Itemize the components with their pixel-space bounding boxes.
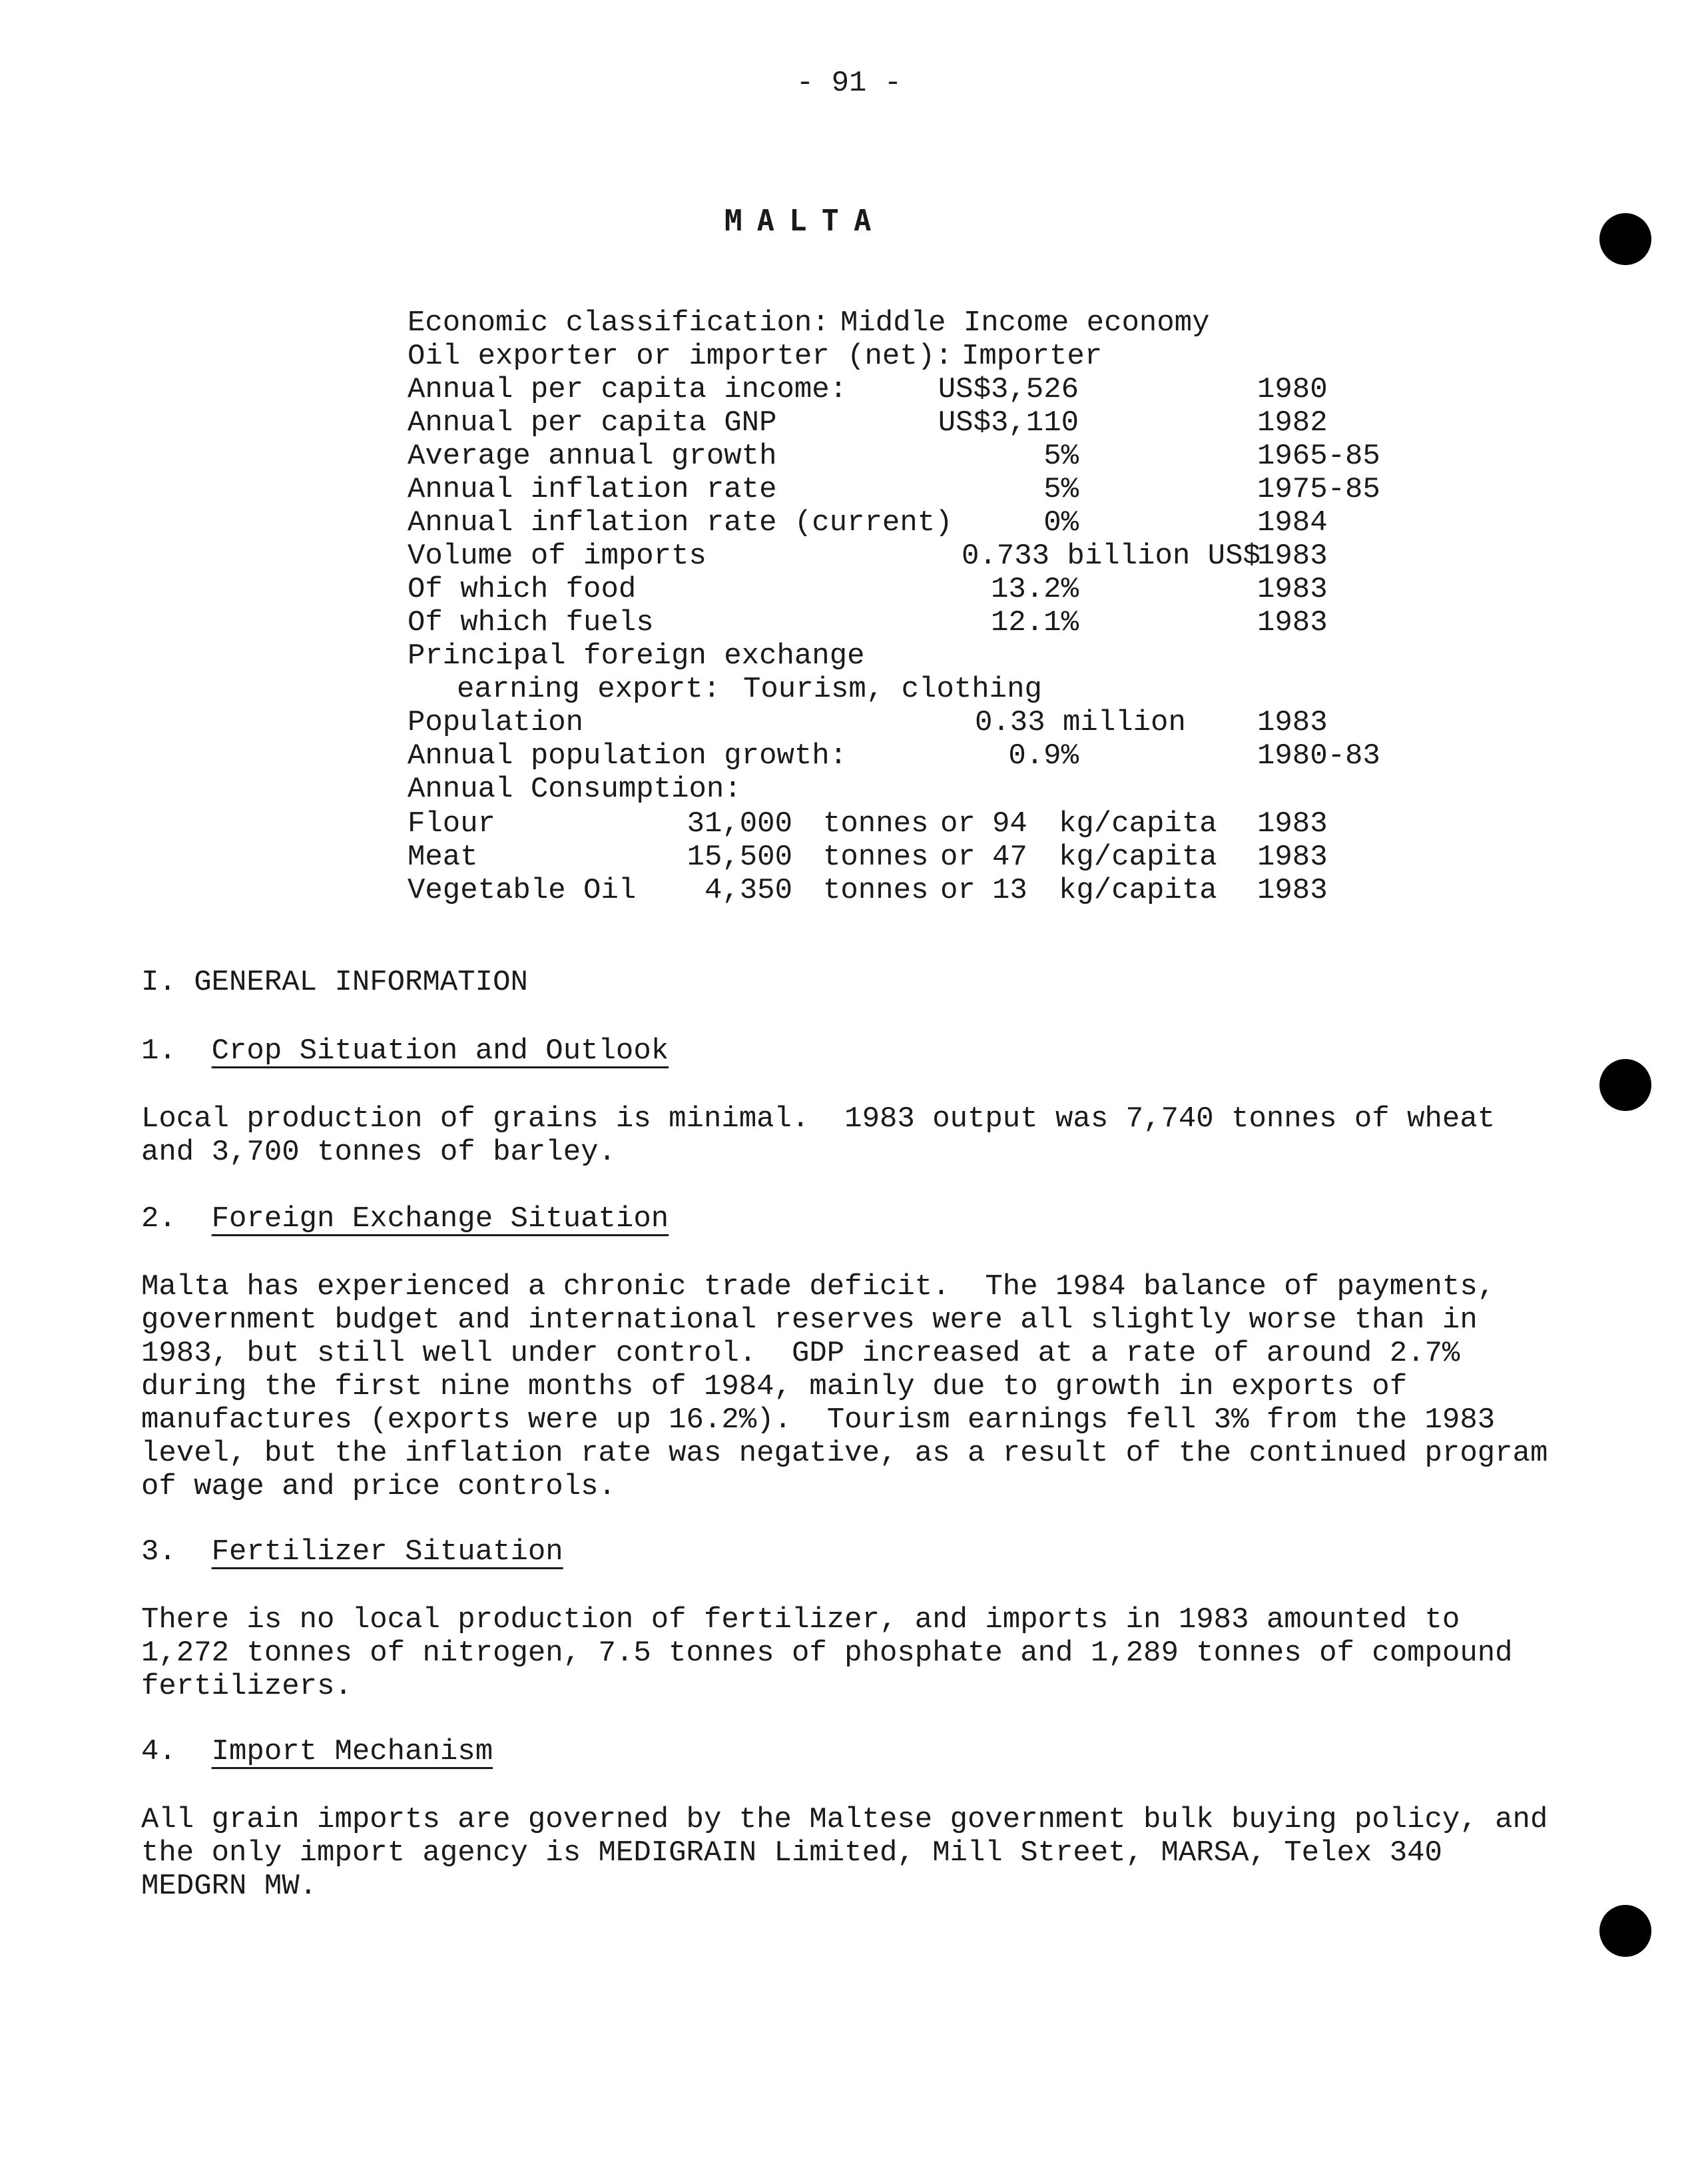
population-label: Population xyxy=(408,706,584,739)
oil-status-value: Importer xyxy=(962,340,1103,373)
fact-row-value: US$3,110 xyxy=(938,406,1079,440)
fact-row-value: 12.1% xyxy=(990,606,1079,639)
principal-export-value: Tourism, clothing xyxy=(743,673,1042,706)
fact-row-year: 1983 xyxy=(1257,540,1328,573)
consumption-or: or xyxy=(940,874,976,907)
page-number: - 91 - xyxy=(796,67,902,100)
consumption-per-capita: 94 xyxy=(992,807,1027,841)
section-number: 1. xyxy=(141,1034,176,1068)
consumption-year: 1983 xyxy=(1257,807,1328,841)
consumption-per-capita: 13 xyxy=(992,874,1027,907)
consumption-item: Flour xyxy=(408,807,496,841)
fact-row-label: Average annual growth xyxy=(408,440,777,473)
fact-row-label: Of which fuels xyxy=(408,606,654,639)
section-number: 3. xyxy=(141,1535,176,1569)
section-4-heading xyxy=(141,1735,493,1768)
oil-status-label: Oil exporter or importer (net): xyxy=(408,340,953,373)
consumption-unit: kg/capita xyxy=(1059,841,1217,874)
population-growth-year: 1980-83 xyxy=(1257,739,1380,773)
section-title: Crop Situation and Outlook xyxy=(211,1034,669,1068)
fact-row-year: 1983 xyxy=(1257,606,1328,639)
consumption-unit: kg/capita xyxy=(1059,874,1217,907)
fact-row-label: Annual inflation rate xyxy=(408,473,777,506)
section-3-text: There is no local production of fertilizer, and imports in 1983 amounted to 1,272 tonnes of nitrogen, 7.5 tonnes of phosphate and 1,289 tonnes of compound fertilizers. xyxy=(141,1603,1513,1703)
section-1-text: Local production of grains is minimal. 1983 output was 7,740 tonnes of wheat and 3,700 tonnes of barley. xyxy=(141,1102,1496,1169)
consumption-year: 1983 xyxy=(1257,841,1328,874)
principal-export-label-line2: earning export: xyxy=(457,673,721,706)
page-title: MALTA xyxy=(724,204,886,238)
section-4-text: All grain imports are governed by the Maltese government bulk buying policy, and the only import agency is MEDIGRAIN Limited, Mill Street, MARSA, Telex 340 MEDGRN MW. xyxy=(141,1803,1548,1903)
fact-row-value: 0% xyxy=(1043,506,1079,540)
consumption-per-capita: 47 xyxy=(992,841,1027,874)
section-3-heading xyxy=(141,1535,563,1569)
fact-row-year: 1984 xyxy=(1257,506,1328,540)
consumption-label: Annual Consumption: xyxy=(408,773,742,806)
fact-row-value: US$3,526 xyxy=(938,373,1079,406)
fact-row-label: Annual per capita income: xyxy=(408,373,848,406)
fact-row-value: 13.2% xyxy=(990,573,1079,606)
consumption-year: 1983 xyxy=(1257,874,1328,907)
fact-row-year: 1975-85 xyxy=(1257,473,1380,506)
consumption-unit: kg/capita xyxy=(1059,807,1217,841)
consumption-unit: tonnes xyxy=(823,807,929,841)
consumption-tonnes: 15,500 xyxy=(687,841,792,874)
punch-hole-middle xyxy=(1599,1059,1651,1111)
consumption-unit: tonnes xyxy=(823,874,929,907)
section-2-text: Malta has experienced a chronic trade deficit. The 1984 balance of payments, government budget and international reserves were all slightly worse than in 1983, but still well under control. GDP increased at a rate of around 2.7% during the first nine months of 1984, mainly due to growth in exports of manufactures (exports were up 16.2%). Tourism earnings fell 3% from the 1983 level, but the inflation rate was negative, as a result of the continued program of wage and price controls. xyxy=(141,1270,1548,1503)
population-value: 0.33 million xyxy=(975,706,1186,739)
consumption-item: Meat xyxy=(408,841,478,874)
fact-row-label: Of which food xyxy=(408,573,637,606)
fact-row-value: 5% xyxy=(1043,473,1079,506)
section-number: 2. xyxy=(141,1202,176,1236)
population-year: 1983 xyxy=(1257,706,1328,739)
principal-export-label-line1: Principal foreign exchange xyxy=(408,639,865,673)
economic-classification-value: Middle Income economy xyxy=(840,306,1210,340)
fact-row-label: Annual per capita GNP xyxy=(408,406,777,440)
section-title: Fertilizer Situation xyxy=(211,1535,563,1569)
consumption-item: Vegetable Oil xyxy=(408,874,637,907)
consumption-or: or xyxy=(940,841,976,874)
fact-row-year: 1965-85 xyxy=(1257,440,1380,473)
consumption-tonnes: 31,000 xyxy=(687,807,792,841)
punch-hole-bottom xyxy=(1599,1905,1651,1957)
consumption-tonnes: 4,350 xyxy=(704,874,792,907)
punch-hole-top xyxy=(1599,213,1651,265)
fact-row-year: 1983 xyxy=(1257,573,1328,606)
consumption-or: or xyxy=(940,807,976,841)
fact-row-year: 1982 xyxy=(1257,406,1328,440)
section-number: 4. xyxy=(141,1735,176,1768)
section-heading: I. GENERAL INFORMATION xyxy=(141,966,528,999)
fact-row-label: Volume of imports xyxy=(408,540,707,573)
fact-row-year: 1980 xyxy=(1257,373,1328,406)
fact-row-value: 0.733 billion US$ xyxy=(962,540,1261,573)
section-2-heading xyxy=(141,1202,669,1236)
section-title: Import Mechanism xyxy=(211,1735,493,1768)
economic-classification-label: Economic classification: xyxy=(408,306,830,340)
population-growth-label: Annual population growth: xyxy=(408,739,848,773)
section-1-heading xyxy=(141,1034,669,1068)
fact-row-value: 5% xyxy=(1043,440,1079,473)
fact-row-label: Annual inflation rate (current) xyxy=(408,506,953,540)
consumption-unit: tonnes xyxy=(823,841,929,874)
section-title: Foreign Exchange Situation xyxy=(211,1202,669,1236)
population-growth-value: 0.9% xyxy=(1008,739,1079,773)
